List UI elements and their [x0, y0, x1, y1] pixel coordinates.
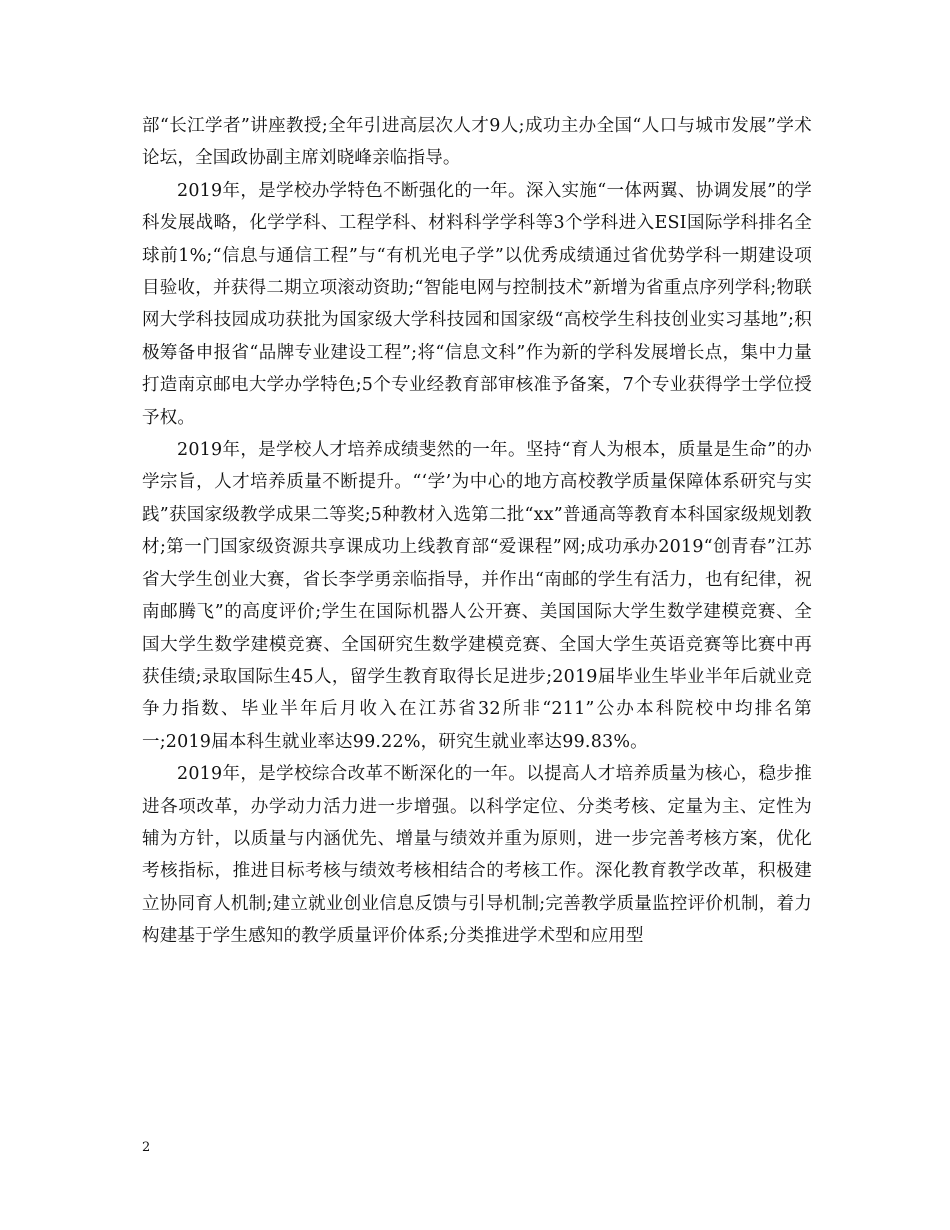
document-body	[142, 110, 812, 953]
paragraph-discipline-features: 2019年，是学校办学特色不断强化的一年。深入实施“一体两翼、协调发展”的学科发展战略，化学学科、工程学科、材料科学学科等3个学科进入ESI国际学科排名全球前1%;“信息与通信工程”与“有机光电子学”以优秀成绩通过省优势学科一期建设项目验收，并获得二期立项滚动资助;“智能电网与控制技术”新增为省重点序列学科;物联网大学科技园成功获批为国家级大学科技园和国家级“高校学生科技创业实习基地”;积极筹备申报省“品牌专业建设工程”;将“信息文科”作为新的学科发展增长点，集中力量打造南京邮电大学办学特色;5个专业经教育部审核准予备案，7个专业获得学士学位授予权。	[142, 180, 812, 428]
paragraph-comprehensive-reform: 2019年，是学校综合改革不断深化的一年。以提高人才培养质量为核心，稳步推进各项改革，办学动力活力进一步增强。以科学定位、分类考核、定量为主、定性为辅为方针，以质量与内涵优先、增量与绩效并重为原则，进一步完善考核方案，优化考核指标，推进目标考核与绩效考核相结合的考核工作。深化教育教学改革，积极建立协同育人机制;建立就业创业信息反馈与引导机制;完善教学质量监控评价机制，着力构建基于学生感知的教学质量评价体系;分类推进学术型和应用型	[142, 764, 812, 947]
paragraph-talent-cultivation: 2019年，是学校人才培养成绩斐然的一年。坚持“育人为根本，质量是生命”的办学宗旨，人才培养质量不断提升。“‘学’为中心的地方高校教学质量保障体系研究与实践”获国家级教学成果二等奖;5种教材入选第二批“xx”普通高等教育本科国家级规划教材;第一门国家级资源共享课成功上线教育部“爱课程”网;成功承办2019“创青春”江苏省大学生创业大赛，省长李学勇亲临指导，并作出“南邮的学生有活力，也有纪律，祝南邮腾飞”的高度评价;学生在国际机器人公开赛、美国国际大学生数学建模竞赛、全国大学生数学建模竞赛、全国研究生数学建模竞赛、全国大学生英语竞赛等比赛中再获佳绩;录取国际生45人，留学生教育取得长足进步;2019届毕业生毕业半年后就业竞争力指数、毕业半年后月收入在江苏省32所非“211”公办本科院校中均排名第一;2019届本科生就业率达99.22%，研究生就业率达99.83%。	[142, 440, 812, 752]
paragraph-continuation: 部“长江学者”讲座教授;全年引进高层次人才9人;成功主办全国“人口与城市发展”学术论坛，全国政协副主席刘晓峰亲临指导。	[142, 116, 812, 169]
page-number: 2	[142, 1140, 151, 1155]
